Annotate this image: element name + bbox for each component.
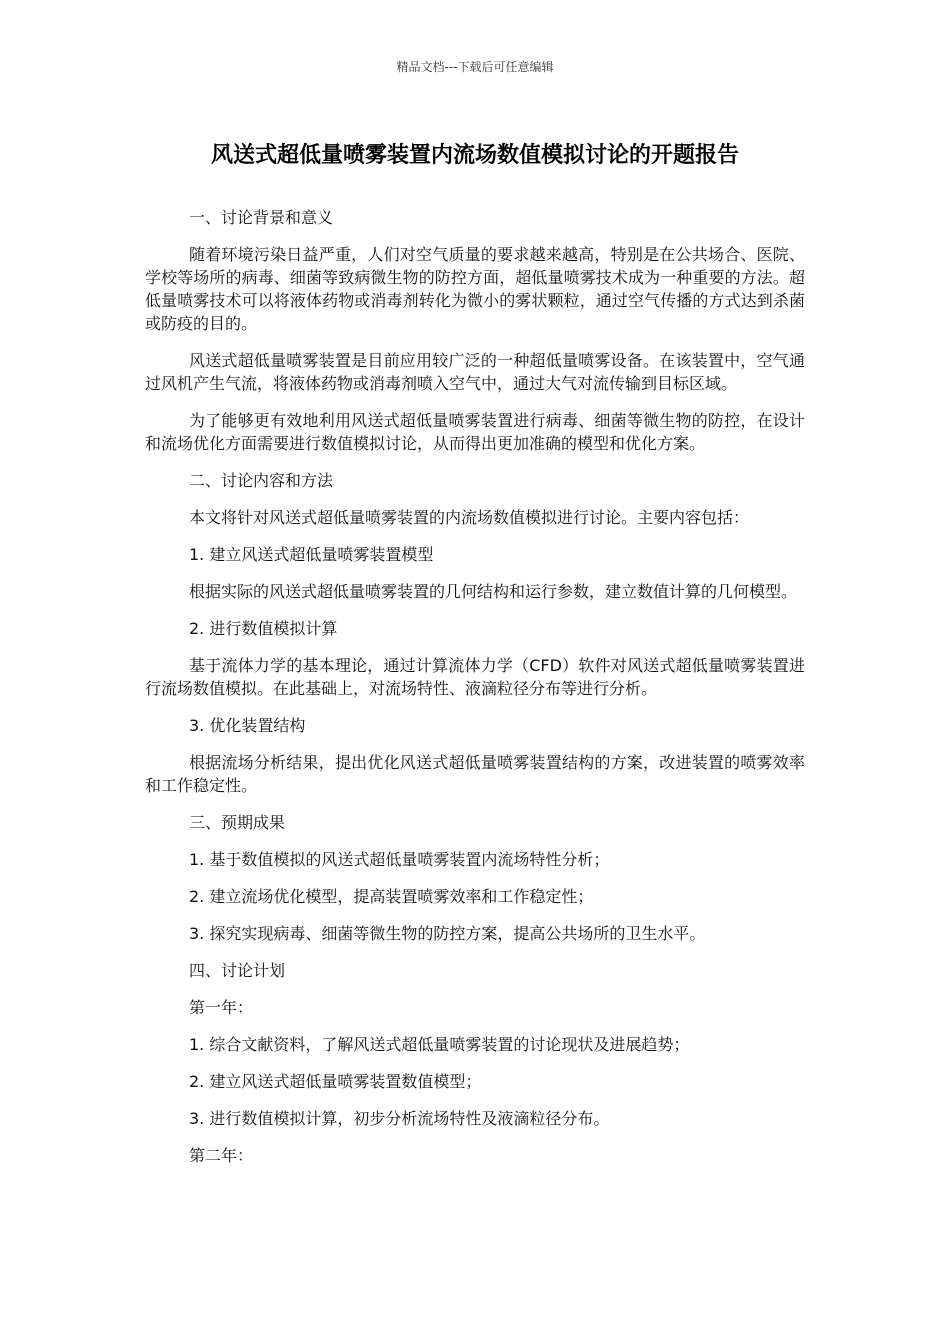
year-label: 第一年：	[189, 998, 254, 1017]
section-heading-plan: 四、讨论计划	[189, 961, 286, 980]
header-note: 精品文档---下载后可任意编辑	[396, 60, 554, 74]
list-item: 3. 优化装置结构	[189, 716, 306, 735]
list-item: 2. 建立风送式超低量喷雾装置数值模型；	[189, 1072, 482, 1091]
paragraph: 随着环境污染日益严重，人们对空气质量的要求越来越高，特别是在公共场合、医院、学校等场所的病毒、细菌等致病微生物的防控方面，超低量喷雾技术成为一种重要的方法。超低量喷雾技术可以将液体药物或消毒剂转化为微小的雾状颗粒，通过空气传播的方式达到杀菌或防疫的目的。	[145, 245, 805, 333]
list-item: 3. 进行数值模拟计算，初步分析流场特性及液滴粒径分布。	[189, 1109, 610, 1128]
section-heading-expected-results: 三、预期成果	[189, 813, 286, 832]
list-item: 2. 进行数值模拟计算	[189, 619, 338, 638]
paragraph: 风送式超低量喷雾装置是目前应用较广泛的一种超低量喷雾设备。在该装置中，空气通过风机产生气流，将液体药物或消毒剂喷入空气中，通过大气对流传输到目标区域。	[145, 351, 805, 393]
list-item: 1. 基于数值模拟的风送式超低量喷雾装置内流场特性分析；	[189, 850, 610, 869]
paragraph: 为了能够更有效地利用风送式超低量喷雾装置进行病毒、细菌等微生物的防控，在设计和流场优化方面需要进行数值模拟讨论，从而得出更加准确的模型和优化方案。	[145, 411, 805, 453]
document-body	[145, 206, 805, 1181]
paragraph: 根据流场分析结果，提出优化风送式超低量喷雾装置结构的方案，改进装置的喷雾效率和工作稳定性。	[145, 753, 805, 795]
section-heading-content-method: 二、讨论内容和方法	[189, 471, 334, 490]
section-heading-background: 一、讨论背景和意义	[189, 208, 334, 227]
paragraph: 基于流体力学的基本理论，通过计算流体力学（CFD）软件对风送式超低量喷雾装置进行流场数值模拟。在此基础上，对流场特性、液滴粒径分布等进行分析。	[145, 656, 805, 698]
document-title: 风送式超低量喷雾装置内流场数值模拟讨论的开题报告	[210, 143, 739, 168]
list-item: 2. 建立流场优化模型，提高装置喷雾效率和工作稳定性；	[189, 887, 594, 906]
paragraph: 本文将针对风送式超低量喷雾装置的内流场数值模拟进行讨论。主要内容包括：	[189, 508, 750, 527]
list-item: 1. 综合文献资料，了解风送式超低量喷雾装置的讨论现状及进展趋势；	[189, 1035, 690, 1054]
list-item: 3. 探究实现病毒、细菌等微生物的防控方案，提高公共场所的卫生水平。	[189, 924, 706, 943]
paragraph: 根据实际的风送式超低量喷雾装置的几何结构和运行参数，建立数值计算的几何模型。	[189, 582, 798, 601]
year-label: 第二年：	[189, 1146, 254, 1165]
list-item: 1. 建立风送式超低量喷雾装置模型	[189, 545, 434, 564]
